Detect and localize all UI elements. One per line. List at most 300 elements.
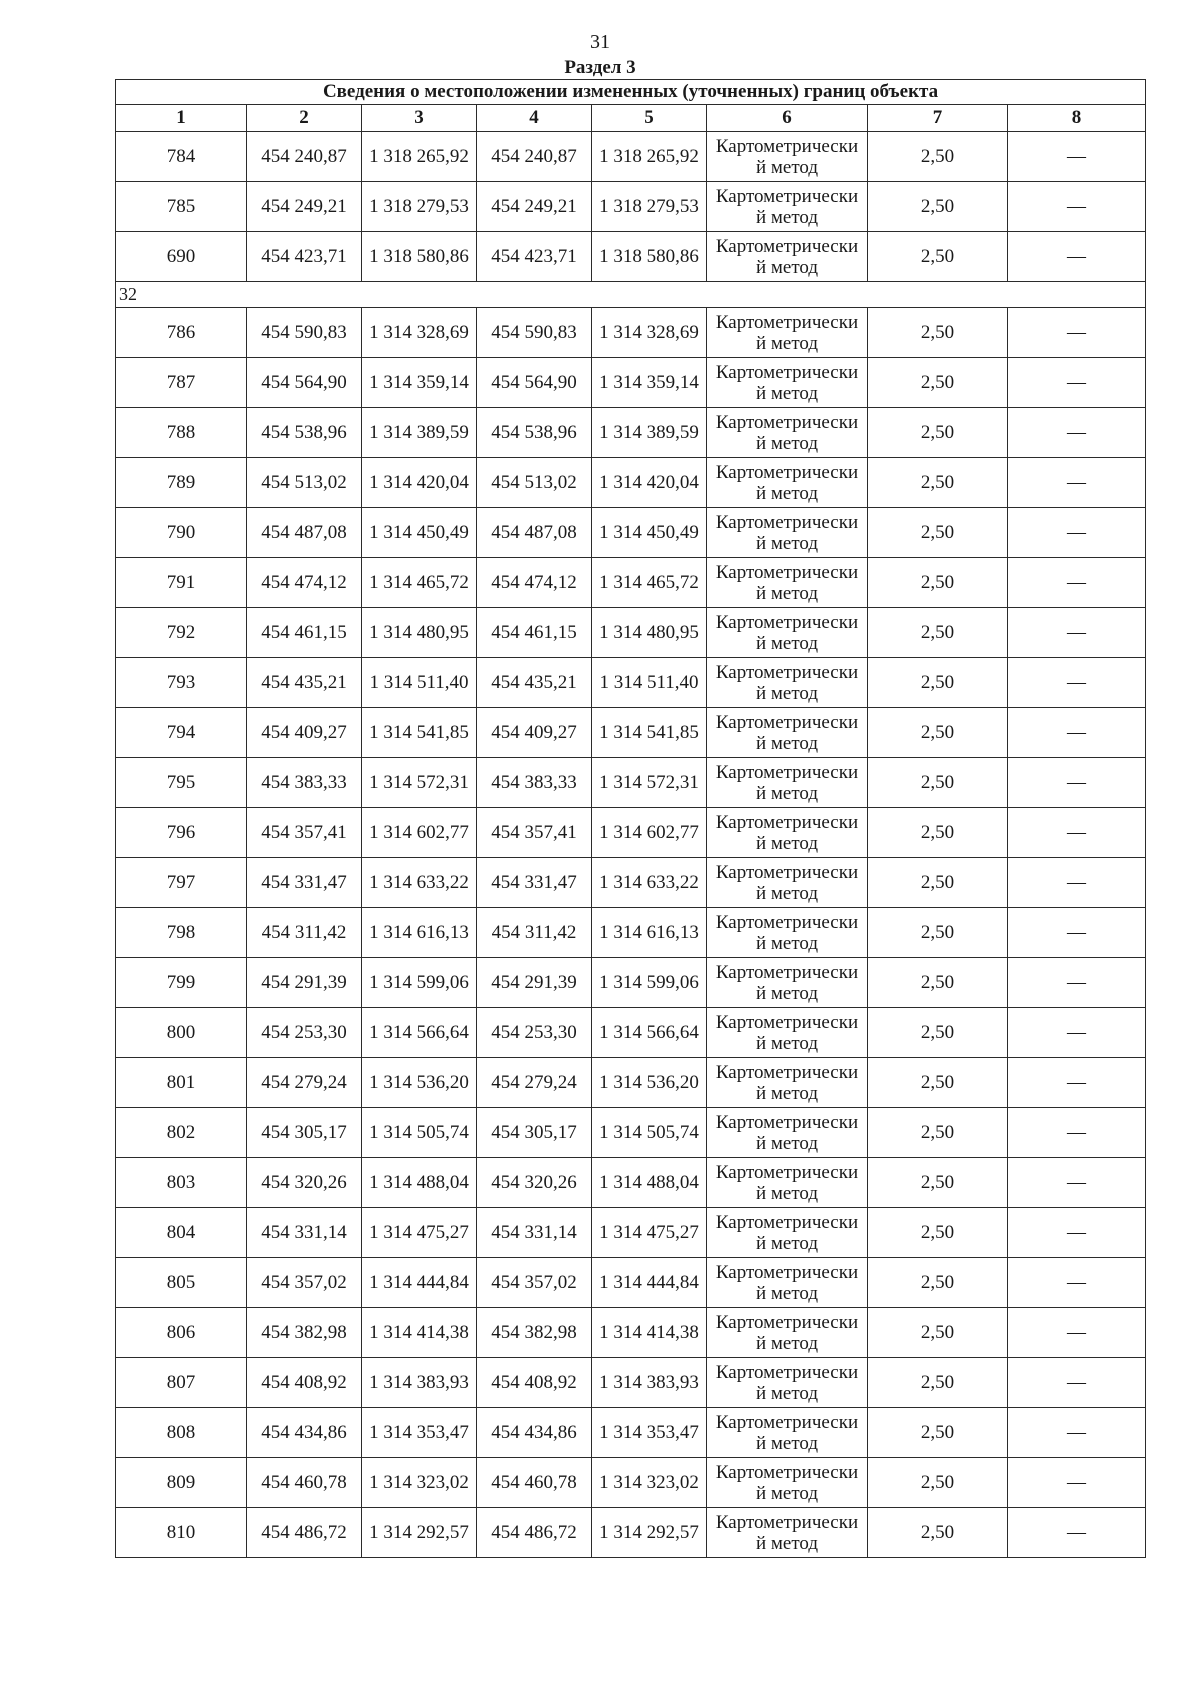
refined-x-cell: 454 291,39 (477, 958, 592, 1008)
table-row (116, 132, 1146, 182)
method-text-line: й метод (755, 1382, 819, 1404)
refined-x-cell: 454 486,72 (477, 1508, 592, 1558)
method-cell (707, 858, 868, 908)
existing-y-cell: 1 314 475,27 (362, 1208, 477, 1258)
table-row (116, 1058, 1146, 1108)
existing-x-cell: 454 320,26 (247, 1158, 362, 1208)
description-cell: — (1008, 808, 1146, 858)
point-number-cell: 785 (116, 182, 247, 232)
method-text-line: Картометрически (715, 1061, 859, 1083)
existing-x-cell: 454 311,42 (247, 908, 362, 958)
existing-y-cell: 1 314 536,20 (362, 1058, 477, 1108)
point-number-cell: 803 (116, 1158, 247, 1208)
accuracy-cell: 2,50 (868, 1008, 1008, 1058)
method-cell (707, 1408, 868, 1458)
table-row (116, 1308, 1146, 1358)
existing-y-cell: 1 314 566,64 (362, 1008, 477, 1058)
method-text-line: Картометрически (715, 911, 859, 933)
existing-x-cell: 454 409,27 (247, 708, 362, 758)
method-text-line: й метод (755, 682, 819, 704)
point-number-cell: 790 (116, 508, 247, 558)
accuracy-cell: 2,50 (868, 132, 1008, 182)
point-number-cell: 798 (116, 908, 247, 958)
table-row (116, 308, 1146, 358)
table-row (116, 908, 1146, 958)
column-header: 4 (477, 105, 592, 132)
existing-x-cell: 454 331,14 (247, 1208, 362, 1258)
description-cell: — (1008, 608, 1146, 658)
table-row (116, 1258, 1146, 1308)
method-cell (707, 1508, 868, 1558)
column-header: 5 (592, 105, 707, 132)
existing-x-cell: 454 423,71 (247, 232, 362, 282)
point-number-cell: 793 (116, 658, 247, 708)
method-text-line: Картометрически (715, 961, 859, 983)
description-cell: — (1008, 558, 1146, 608)
point-number-cell: 801 (116, 1058, 247, 1108)
table-caption-row (116, 80, 1146, 105)
method-cell (707, 458, 868, 508)
table-row (116, 1408, 1146, 1458)
point-number-cell: 789 (116, 458, 247, 508)
description-cell: — (1008, 1508, 1146, 1558)
method-text-line: й метод (755, 156, 819, 178)
point-number-cell: 797 (116, 858, 247, 908)
method-text-line: й метод (755, 1032, 819, 1054)
existing-y-cell: 1 314 602,77 (362, 808, 477, 858)
refined-x-cell: 454 487,08 (477, 508, 592, 558)
refined-x-cell: 454 590,83 (477, 308, 592, 358)
method-text-line: Картометрически (715, 761, 859, 783)
existing-y-cell: 1 314 572,31 (362, 758, 477, 808)
existing-x-cell: 454 461,15 (247, 608, 362, 658)
method-text-line: й метод (755, 632, 819, 654)
refined-y-cell: 1 314 633,22 (592, 858, 707, 908)
method-cell (707, 958, 868, 1008)
method-text-line: й метод (755, 1182, 819, 1204)
method-text-line: Картометрически (715, 1461, 859, 1483)
description-cell: — (1008, 1208, 1146, 1258)
table-row (116, 1158, 1146, 1208)
method-cell (707, 182, 868, 232)
description-cell: — (1008, 658, 1146, 708)
description-cell: — (1008, 1008, 1146, 1058)
point-number-cell: 690 (116, 232, 247, 282)
method-cell (707, 908, 868, 958)
refined-x-cell: 454 513,02 (477, 458, 592, 508)
page-break-label: 32 (116, 282, 1146, 308)
refined-y-cell: 1 314 292,57 (592, 1508, 707, 1558)
method-text-line: й метод (755, 1482, 819, 1504)
method-text-line: й метод (755, 1282, 819, 1304)
existing-x-cell: 454 435,21 (247, 658, 362, 708)
table-row (116, 1458, 1146, 1508)
accuracy-cell: 2,50 (868, 958, 1008, 1008)
accuracy-cell: 2,50 (868, 1258, 1008, 1308)
description-cell: — (1008, 232, 1146, 282)
point-number-cell: 796 (116, 808, 247, 858)
refined-x-cell: 454 331,14 (477, 1208, 592, 1258)
existing-x-cell: 454 291,39 (247, 958, 362, 1008)
existing-x-cell: 454 253,30 (247, 1008, 362, 1058)
accuracy-cell: 2,50 (868, 858, 1008, 908)
refined-y-cell: 1 314 359,14 (592, 358, 707, 408)
existing-x-cell: 454 590,83 (247, 308, 362, 358)
refined-x-cell: 454 434,86 (477, 1408, 592, 1458)
table-row (116, 458, 1146, 508)
accuracy-cell: 2,50 (868, 358, 1008, 408)
refined-y-cell: 1 318 279,53 (592, 182, 707, 232)
method-cell (707, 708, 868, 758)
method-cell (707, 308, 868, 358)
method-text-line: й метод (755, 782, 819, 804)
existing-y-cell: 1 314 328,69 (362, 308, 477, 358)
existing-y-cell: 1 314 414,38 (362, 1308, 477, 1358)
existing-y-cell: 1 314 616,13 (362, 908, 477, 958)
refined-x-cell: 454 279,24 (477, 1058, 592, 1108)
table-row (116, 1108, 1146, 1158)
method-text-line: й метод (755, 1432, 819, 1454)
refined-y-cell: 1 314 480,95 (592, 608, 707, 658)
method-text-line: й метод (755, 1132, 819, 1154)
method-text-line: й метод (755, 382, 819, 404)
description-cell: — (1008, 858, 1146, 908)
table-header-row (116, 105, 1146, 132)
accuracy-cell: 2,50 (868, 1158, 1008, 1208)
table-row (116, 808, 1146, 858)
accuracy-cell: 2,50 (868, 608, 1008, 658)
point-number-cell: 800 (116, 1008, 247, 1058)
refined-x-cell: 454 357,41 (477, 808, 592, 858)
refined-y-cell: 1 314 465,72 (592, 558, 707, 608)
point-number-cell: 799 (116, 958, 247, 1008)
table-row (116, 958, 1146, 1008)
refined-y-cell: 1 314 383,93 (592, 1358, 707, 1408)
refined-x-cell: 454 474,12 (477, 558, 592, 608)
accuracy-cell: 2,50 (868, 182, 1008, 232)
refined-x-cell: 454 249,21 (477, 182, 592, 232)
refined-x-cell: 454 320,26 (477, 1158, 592, 1208)
table-body (116, 80, 1146, 1558)
point-number-cell: 809 (116, 1458, 247, 1508)
method-text-line: Картометрически (715, 711, 859, 733)
column-header: 1 (116, 105, 247, 132)
existing-x-cell: 454 486,72 (247, 1508, 362, 1558)
existing-x-cell: 454 331,47 (247, 858, 362, 908)
description-cell: — (1008, 908, 1146, 958)
refined-x-cell: 454 382,98 (477, 1308, 592, 1358)
section-title: Раздел 3 (564, 57, 636, 78)
refined-y-cell: 1 314 389,59 (592, 408, 707, 458)
accuracy-cell: 2,50 (868, 308, 1008, 358)
refined-y-cell: 1 314 572,31 (592, 758, 707, 808)
refined-y-cell: 1 314 444,84 (592, 1258, 707, 1308)
description-cell: — (1008, 1108, 1146, 1158)
method-text-line: Картометрически (715, 311, 859, 333)
column-header: 3 (362, 105, 477, 132)
method-text-line: Картометрически (715, 1261, 859, 1283)
point-number-cell: 807 (116, 1358, 247, 1408)
column-header: 6 (707, 105, 868, 132)
method-text-line: й метод (755, 882, 819, 904)
table-row (116, 508, 1146, 558)
refined-x-cell: 454 305,17 (477, 1108, 592, 1158)
method-cell (707, 1358, 868, 1408)
accuracy-cell: 2,50 (868, 408, 1008, 458)
method-text-line: й метод (755, 832, 819, 854)
refined-x-cell: 454 383,33 (477, 758, 592, 808)
existing-y-cell: 1 314 383,93 (362, 1358, 477, 1408)
existing-x-cell: 454 382,98 (247, 1308, 362, 1358)
accuracy-cell: 2,50 (868, 658, 1008, 708)
column-header: 8 (1008, 105, 1146, 132)
point-number-cell: 804 (116, 1208, 247, 1258)
existing-x-cell: 454 474,12 (247, 558, 362, 608)
description-cell: — (1008, 132, 1146, 182)
method-text-line: й метод (755, 206, 819, 228)
refined-y-cell: 1 314 475,27 (592, 1208, 707, 1258)
existing-x-cell: 454 279,24 (247, 1058, 362, 1108)
refined-y-cell: 1 318 265,92 (592, 132, 707, 182)
description-cell: — (1008, 408, 1146, 458)
method-text-line: Картометрически (715, 185, 859, 207)
point-number-cell: 788 (116, 408, 247, 458)
table-row (116, 1508, 1146, 1558)
method-cell (707, 358, 868, 408)
existing-x-cell: 454 305,17 (247, 1108, 362, 1158)
table-row (116, 1208, 1146, 1258)
point-number-cell: 792 (116, 608, 247, 658)
refined-y-cell: 1 314 420,04 (592, 458, 707, 508)
refined-x-cell: 454 253,30 (477, 1008, 592, 1058)
point-number-cell: 806 (116, 1308, 247, 1358)
method-text-line: Картометрически (715, 861, 859, 883)
method-cell (707, 508, 868, 558)
existing-y-cell: 1 314 505,74 (362, 1108, 477, 1158)
refined-y-cell: 1 314 450,49 (592, 508, 707, 558)
existing-x-cell: 454 487,08 (247, 508, 362, 558)
refined-y-cell: 1 314 353,47 (592, 1408, 707, 1458)
column-header: 7 (868, 105, 1008, 132)
method-text-line: Картометрически (715, 411, 859, 433)
description-cell: — (1008, 1058, 1146, 1108)
method-cell (707, 1458, 868, 1508)
refined-x-cell: 454 460,78 (477, 1458, 592, 1508)
accuracy-cell: 2,50 (868, 1108, 1008, 1158)
existing-y-cell: 1 314 323,02 (362, 1458, 477, 1508)
method-cell (707, 758, 868, 808)
table-row (116, 408, 1146, 458)
existing-x-cell: 454 564,90 (247, 358, 362, 408)
accuracy-cell: 2,50 (868, 1408, 1008, 1458)
refined-y-cell: 1 314 541,85 (592, 708, 707, 758)
point-number-cell: 787 (116, 358, 247, 408)
existing-y-cell: 1 314 353,47 (362, 1408, 477, 1458)
description-cell: — (1008, 1408, 1146, 1458)
method-cell (707, 608, 868, 658)
method-text-line: Картометрически (715, 661, 859, 683)
existing-x-cell: 454 538,96 (247, 408, 362, 458)
table-row (116, 858, 1146, 908)
point-number-cell: 784 (116, 132, 247, 182)
method-text-line: Картометрически (715, 1211, 859, 1233)
refined-x-cell: 454 240,87 (477, 132, 592, 182)
point-number-cell: 794 (116, 708, 247, 758)
refined-x-cell: 454 311,42 (477, 908, 592, 958)
refined-y-cell: 1 314 414,38 (592, 1308, 707, 1358)
method-text-line: й метод (755, 1332, 819, 1354)
existing-y-cell: 1 318 265,92 (362, 132, 477, 182)
description-cell: — (1008, 508, 1146, 558)
refined-y-cell: 1 314 599,06 (592, 958, 707, 1008)
refined-y-cell: 1 314 511,40 (592, 658, 707, 708)
refined-y-cell: 1 318 580,86 (592, 232, 707, 282)
accuracy-cell: 2,50 (868, 1208, 1008, 1258)
refined-y-cell: 1 314 505,74 (592, 1108, 707, 1158)
table-row (116, 558, 1146, 608)
accuracy-cell: 2,50 (868, 558, 1008, 608)
description-cell: — (1008, 1158, 1146, 1208)
existing-y-cell: 1 314 292,57 (362, 1508, 477, 1558)
refined-x-cell: 454 564,90 (477, 358, 592, 408)
existing-x-cell: 454 408,92 (247, 1358, 362, 1408)
description-cell: — (1008, 458, 1146, 508)
method-text-line: Картометрически (715, 1161, 859, 1183)
accuracy-cell: 2,50 (868, 508, 1008, 558)
method-text-line: й метод (755, 532, 819, 554)
refined-x-cell: 454 331,47 (477, 858, 592, 908)
page-break-row (116, 282, 1146, 308)
refined-y-cell: 1 314 328,69 (592, 308, 707, 358)
page-number: 31 (590, 31, 610, 53)
method-text-line: Картометрически (715, 461, 859, 483)
method-text-line: Картометрически (715, 135, 859, 157)
method-text-line: Картометрически (715, 1311, 859, 1333)
accuracy-cell: 2,50 (868, 232, 1008, 282)
method-text-line: й метод (755, 1082, 819, 1104)
existing-x-cell: 454 357,41 (247, 808, 362, 858)
method-cell (707, 408, 868, 458)
accuracy-cell: 2,50 (868, 1458, 1008, 1508)
method-text-line: й метод (755, 1232, 819, 1254)
existing-y-cell: 1 314 511,40 (362, 658, 477, 708)
table-row (116, 358, 1146, 408)
accuracy-cell: 2,50 (868, 708, 1008, 758)
existing-y-cell: 1 314 480,95 (362, 608, 477, 658)
refined-y-cell: 1 314 488,04 (592, 1158, 707, 1208)
existing-y-cell: 1 318 580,86 (362, 232, 477, 282)
method-text-line: й метод (755, 432, 819, 454)
existing-y-cell: 1 314 599,06 (362, 958, 477, 1008)
table-row (116, 1358, 1146, 1408)
existing-y-cell: 1 314 488,04 (362, 1158, 477, 1208)
description-cell: — (1008, 1308, 1146, 1358)
method-text-line: й метод (755, 732, 819, 754)
accuracy-cell: 2,50 (868, 1308, 1008, 1358)
refined-x-cell: 454 435,21 (477, 658, 592, 708)
existing-x-cell: 454 383,33 (247, 758, 362, 808)
method-text-line: Картометрически (715, 611, 859, 633)
method-text-line: Картометрически (715, 361, 859, 383)
method-text-line: й метод (755, 332, 819, 354)
existing-y-cell: 1 314 450,49 (362, 508, 477, 558)
point-number-cell: 808 (116, 1408, 247, 1458)
method-cell (707, 1108, 868, 1158)
point-number-cell: 791 (116, 558, 247, 608)
method-cell (707, 1158, 868, 1208)
accuracy-cell: 2,50 (868, 808, 1008, 858)
method-text-line: Картометрически (715, 811, 859, 833)
method-text-line: й метод (755, 256, 819, 278)
column-header: 2 (247, 105, 362, 132)
point-number-cell: 786 (116, 308, 247, 358)
method-text-line: Картометрически (715, 235, 859, 257)
refined-y-cell: 1 314 602,77 (592, 808, 707, 858)
point-number-cell: 802 (116, 1108, 247, 1158)
method-cell (707, 558, 868, 608)
description-cell: — (1008, 758, 1146, 808)
method-text-line: Картометрически (715, 1411, 859, 1433)
method-text-line: й метод (755, 982, 819, 1004)
existing-y-cell: 1 314 420,04 (362, 458, 477, 508)
description-cell: — (1008, 308, 1146, 358)
method-cell (707, 1058, 868, 1108)
method-cell (707, 1308, 868, 1358)
table-row (116, 182, 1146, 232)
existing-y-cell: 1 314 359,14 (362, 358, 477, 408)
refined-x-cell: 454 409,27 (477, 708, 592, 758)
method-cell (707, 132, 868, 182)
existing-y-cell: 1 314 389,59 (362, 408, 477, 458)
method-text-line: Картометрически (715, 1511, 859, 1533)
method-cell (707, 658, 868, 708)
existing-x-cell: 454 249,21 (247, 182, 362, 232)
existing-x-cell: 454 460,78 (247, 1458, 362, 1508)
existing-x-cell: 454 513,02 (247, 458, 362, 508)
point-number-cell: 810 (116, 1508, 247, 1558)
method-text-line: Картометрически (715, 1011, 859, 1033)
method-cell (707, 1258, 868, 1308)
refined-x-cell: 454 357,02 (477, 1258, 592, 1308)
method-cell (707, 1008, 868, 1058)
method-cell (707, 232, 868, 282)
existing-y-cell: 1 314 541,85 (362, 708, 477, 758)
refined-y-cell: 1 314 323,02 (592, 1458, 707, 1508)
method-text-line: Картометрически (715, 1111, 859, 1133)
accuracy-cell: 2,50 (868, 1508, 1008, 1558)
refined-y-cell: 1 314 566,64 (592, 1008, 707, 1058)
description-cell: — (1008, 358, 1146, 408)
refined-y-cell: 1 314 536,20 (592, 1058, 707, 1108)
table-caption: Сведения о местоположении измененных (уточненных) границ объекта (116, 80, 1146, 105)
point-number-cell: 805 (116, 1258, 247, 1308)
accuracy-cell: 2,50 (868, 758, 1008, 808)
method-cell (707, 808, 868, 858)
table-row (116, 708, 1146, 758)
method-cell (707, 1208, 868, 1258)
description-cell: — (1008, 958, 1146, 1008)
existing-y-cell: 1 314 633,22 (362, 858, 477, 908)
method-text-line: Картометрически (715, 561, 859, 583)
refined-y-cell: 1 314 616,13 (592, 908, 707, 958)
method-text-line: Картометрически (715, 511, 859, 533)
method-text-line: й метод (755, 1532, 819, 1554)
table-row (116, 232, 1146, 282)
refined-x-cell: 454 423,71 (477, 232, 592, 282)
existing-y-cell: 1 314 465,72 (362, 558, 477, 608)
method-text-line: й метод (755, 932, 819, 954)
method-text-line: й метод (755, 482, 819, 504)
